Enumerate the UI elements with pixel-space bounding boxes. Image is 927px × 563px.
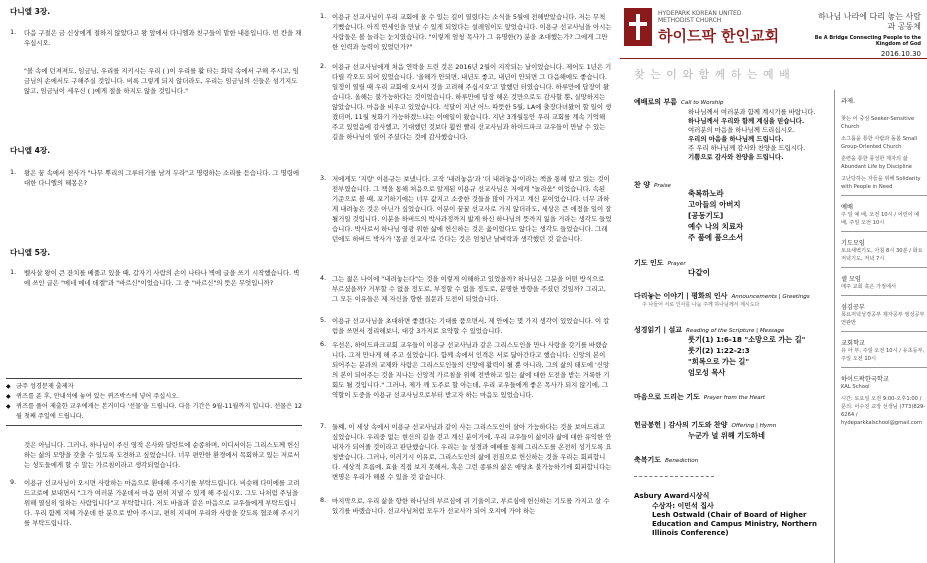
greeting-note: 주 나들어 서로 인사를 나눔 주께 하나님께서 계시도다 [642,302,760,308]
question-number: 1. [10,28,17,36]
church-name-kr: 하이드팍 한인교회 [658,27,780,45]
announcements-label: 다리놓는 이야기 | 평화의 인사 Announcements | Greetings [634,292,810,300]
church-logo [624,8,652,46]
column-item: 8. 마지막으로, 우리 삶을 향한 하나님의 부르심에 귀 기울이고, 부르심에 헌신하는 기도를 가지고 살 수 있기를 바랬습니다. 선교사님처럼 모두가 선교사가 되어 오지에 가야 하는 [320,496,610,515]
prayer-leader: 다같이 [688,268,711,277]
item-number: 9. [10,478,17,486]
offering-hymn: 누군가 널 위해 기도하네 [688,431,765,440]
notice-item: ◆ 퀴즈를 풀어 제출한 교우에게는 본거미다 '선물'을 드립니다. 다음 기간은 9월-11월까지 입니다. 선물은 12월 첫째 주일에 드립니다. [6,402,302,422]
sermon-lines: 룻기(1) 1:6-18 "소망으로 가는 길" 룻기(2) 1:22-2:3 "희복으로 가는 길" 엄모성 목사 [688,335,806,377]
question-number: 1. [10,268,17,276]
call-to-worship-lines: 하나님께서 여러분과 함께 계시기를 바랍니다. 하나님께서 우리와 함께 계심을 믿습니다. 여러분의 마음을 하나님께 드리십시오. 우리의 마음을 하나님께 드립니다. 주 우리 하나님께 감사와 찬양을 드립시다. 기쁨으로 감사와 찬양을 드립니다. [688,108,816,161]
column-item: 1. 이용규 선교사님이 우리 교회에 올 수 있는 길이 열렸다는 소식을 5월에 전해받았습니다. 저는 무척 기뻤습니다. 아직 연세인을 만날 수 있게 되었다는 설레임이도 앞었습니다. 이용규 선교사님을 아시는 사람들은 볼 놀라는 눈치였습니다. "이렇게 엄청 목사가 그 유명한(?) 분을 초대했는가? 그에게 그만한 인력과 능력이 있었던가?" [320,12,612,51]
section-heading-dan4: 다니엘 4장. [10,146,51,155]
section-divider [634,476,714,477]
church-info-sidebar: 과제. 찾는 이 중심 Seeker-Sensitive Church 소그룹을 통한 사람과 돌봄 Small Group-Oriented Church 훈련을 통한 풍성한 제자의 삶 Abundant Life by Discipline 고난당하는 자들을 위해 Solidarity with People in Need 예배 주 일 예 배, 오전 10시 / 어린이 예 배, 주일 오전 10시 기도모임 토요새벽기도, 아침 8시 30분 / 화요저녁기도, 저녁 7시 셀 모임 매주 교회 혹은 가정에서 섬김공부 목요저녁성경공부 제자공부 영성공부 연관반 교회학교 유 아 부, 주일 오전 10시 / 유초등부, 주일 오전 10시 하이드팍한국학교 KAL School 시간: 토요일 오전 9:00-오후1:00 / 문의: 이수진 교장 선생님 (773)829-6264 / hydeparkkalschool@gmail.com [834,90,927,563]
pastor-column [312,0,617,563]
bulletin-date: 2016.10.30 [880,50,921,58]
church-motto-kr: 하나님 나라에 다리 놓는 사람과 공동체 [818,12,921,31]
praise-lines: 축복하노라 고아들의 아버지 [공동기도] 예수 나의 치료자 주 품에 품으소서 [688,189,744,242]
question-text: 왕은 꿈 속에서 천사가 "나무 뿌리의 그루터기를 남겨 두라"고 명령하는 소리를 듣습니다. 그 명령에 대한 다니엘의 해몽은? [24,169,300,187]
church-name-en: HYDEPARK KOREAN UNITED METHODIST CHURCH [658,10,742,24]
column-item: 3. 저에게도 '지랑' 이용규는 보냈니다. 고작 '내려놓음'과 '더 내려놓음'이라는 책을 통해 알고 있는 것이 전부였습니다. 그 책을 통해 처음으로 알게된 이용규 선교사님은 저에게 "놀라움" 이었습니다. 속된 기준으로 볼 때, 포기하기에는 너무 값지고 소중한 것들을 많이 가지고 계신 분이었습니다. 너무 과하게 내려놓은 것은 아닌가 싶었습니다. 이분이 꿈꿀 선교사로 가지 않더라도, 세상은 큰 애정을 일이 잘 될거일 것입니다. 이분을 하버드의 박사과정까지 밟게 하신 하나님의 뜻까지 잃을 거라는 생각도 들었습니다. 박사로서 하나님 영광 위한 삶에 헌신하는 것은 옳이었다도 않다는 생각도 들었습니다. 그래던에도 하버드 박사가 '몽골 선교사'로 간다는 것은 엄청난 날벼락과 생각했던 것 같습니다. [320,174,612,243]
quiz-notice-box [6,378,302,426]
bulletin-column [620,0,927,563]
award-lines: 수상자: 이민석 집사 Lesh Ostwald (Chair of Board of Higher Education and Campus Ministry, Northern Illinois Conference) [652,502,817,537]
question-number: 1. [10,168,17,176]
column-items [320,12,612,526]
cross-icon [624,8,652,46]
column-paragraph: 것은 아닙니다. 그러나, 하나님이 주신 영적 은사와 달란트에 순종하며, 이디서이든 그리스도께 헌신하는 삶의 모양을 갖출 수 있도록 도전하고 싶었습니다. 너무 편안한 환경에서 목회하고 있는 저로서는 성도들에게 할 수 말는 가르침이라고 생각되었습니다. [24,441,300,469]
notice-item: ◆ 퀴즈를 푼 후, 안내석에 놓여 있는 퀴즈박스에 넣어 주십시오. [6,392,302,402]
column-item: 7. 둘째, 이 세상 속에서 이용규 선교사님과 같이 사는 그리스도인이 살아 가능하다는 것을 보여드리고 싶었습니다. 우리중 없는 현신의 길을 걷고 계신 분이기에, 우리 교우들이 삶이라 삶에 대한 유익한 안내자가 되어줄 것이라고 판단했습니다. 우리는 늘 성경과 예배를 통해 그리스도를 온전히 성기도록 요청받습니다. 그러나, 이러기시 이유로, 그리스도인의 삶에 전짐으로 헌신하는 것을 우리는 회피합니다. 세상적 흐름에, 효율 직접 보지 못해서, 혹은 그런 종류의 삶은 애당초 불가능하기에 회피합니다는 변명은 우리가 해볼 수 있을 것 같습니다. [320,422,612,481]
column-item: 6. 우선은, 하이드파크교회 교우들이 이용규 선교사님과 같은 그리스도인을 만나 사랑을 갖기를 바랬습니다. 그저 만나게 해 주고 싶었습니다. 함께 속에서 인격은 서로 닮아간다고 했습니다. 신앙의 본이 되어주는 분과의 교제와 사람은 그리스도인들의 신앙에 활력이 될 뿐 아니라, 그의 삶의 태도에 '신앙의 본이 되어주는 것을 지나는 신앙적 가르침을 위해 전반하고 있는 삶에 대한 도전을 받는 거룩한 기회도 될 것입니다." 그러나, 제가 깨 도주로 할 아는데, 우리 교우들에게 좋은 목사가 되지 않기에, 그 역할이 도중을 이용규 선교사님으로부터 받고자 하는 마음도 있었습니다. [320,340,610,399]
column-item: 2. 이용규 선교사님에게 처음 연락을 드린 것은 2016년 2월이 지작되는 날이었습니다. 제어도 1년은 기다릴 각오도 되어 있었습니다. '올해가 안되면, 내년도 좋고, 내년이 안되면 그 다음해에도 좋습니다. 일정이 열릴 때 우리 교회에 오셔서 것을 고려해 주십시오'고 말했던 터였습니다. 하루만에 답장이 왔습니다. 올해는 불가능하다는 것이었습니다. 하루만에 답장 해온 것만으로도 감사할 뿐, 실망하지는 않았습니다. 마음을 비우고 있었습니다. 석달이 지난 어느 따뜻한 5월, LA에 출장다녀왔어 할 일이 생겼더며, 11월 첫화기 가능하겠느냐는 이메일이 왔습니다. 지난 3개월동안 우리 교회를 계속 기억해 주고 있었음에 감사했고, 기대했던 것보다 훨씬 빨리 선교사님과 하이드파크 교우들이 만날 수 있는 길을 하나님이 열어 주셨다는 것에 감사했습니다. [320,62,612,141]
section-heading-dan5: 다니엘 5장. [10,248,51,257]
question-quote: "볼 속에 던져져도, 임금님, 우리를 지키시는 우리 ( )이 우리를 활 타는 화덕 속에서 구해 주시고, 임금님의 손에서도 구해주실 것입니다. 비록 그렇게 되지 않더라도, 우리는 임금님의 신들은 섬기지도 않고, 임금님이 세우신 ( )에게 절을 하지도 않을 것입니다." [24,67,299,95]
benediction-label: 축복기도 Benediction [634,456,699,464]
call-to-worship-label: 예배로의 부름 Call to Worship [634,98,724,106]
worship-banner: 찾 는 이 와 함 께 하 는 예 배 [634,68,791,81]
award-label: Asbury Award시상식 [634,492,710,500]
column-paragraph: 이용규 선교사님이 오시면 사랑하는 마음으로 환대해 주시기를 부탁드립니다. 비슷해 다미에를 고려드고로에 보내면서 "그가 여러분 가운데서 마음 편히 지낼 수 있게 해 주십시오. 그도 나처럼 주님을 위해 열심히 일하는 사람입니다"고 부탁합니다. 저도 바울과 같은 마음으로 교우들에게 부탁드립니다. 우리 함께 지혜 가운데 한 분으로 받아 주시고, 편히 지내며 우리와 사랑을 갖도록 협조해 주시기를 부탁드립니다. [24,479,300,527]
church-motto-en: Be A Bridge Connecting People to the Kingdom of God [814,35,921,47]
section-heading-dan3: 다니엘 3장. [10,7,51,16]
notice-item: ◆ 금주 성경문제 출제자 [6,382,302,392]
header-divider [620,58,927,59]
heart-prayer-label: 마음으로 드리는 기도 Prayer from the Heart [634,393,766,401]
praise-label: 찬 양 Praise [634,181,671,189]
offering-label: 헌금봉헌 | 감사의 기도와 찬양 Offering | Hymn [634,421,777,429]
question-text: 다음 구절은 금 신상에게 절하지 않았다고 왕 앞에서 다니엘과 친구들이 맡한 내용입니다. 빈 칸을 채우십시오. [24,29,302,47]
question-text: 벨사살 왕이 큰 잔치를 베풀고 있을 때, 갑자기 사람의 손이 나타나 벽에 글을 쓰기 시작했습니다. 벽에 쓰인 글은 "메네 메네 데겔"과 "바르신"이었습니다. 그 중 "바르신"의 뜻은 무엇입니까? [24,269,300,287]
sermon-label: 성경읽기 | 설교 Reading of the Scripture | Message [634,326,785,334]
quiz-column [0,0,306,563]
prayer-label: 기도 인도 Prayer [634,259,686,267]
column-item: 4. 그는 젊은 나이에 "내려놓는다"는 것을 이렇게 이해하고 있었을까? 하나님은 그분을 어떤 방식으로 부르셨을까? 거부할 수 없을 정도로, 부정할 수 없을 정도로, 분명한 방향을 주셨던 것일까? 그리고, 그 모든 이유들은 제 자신을 향한 질문과 도전이 되었습니다. [320,274,606,303]
column-item: 5. 이용규 선교사님을 초대하면 좋겠다는 기대를 품으면서, 제 안에는 몇 가지 생각이 있었습니다. 이 칼럼을 쓰면서 정리해보니, 대강 3가지로 요약할 수 있었습니다. [320,316,610,335]
